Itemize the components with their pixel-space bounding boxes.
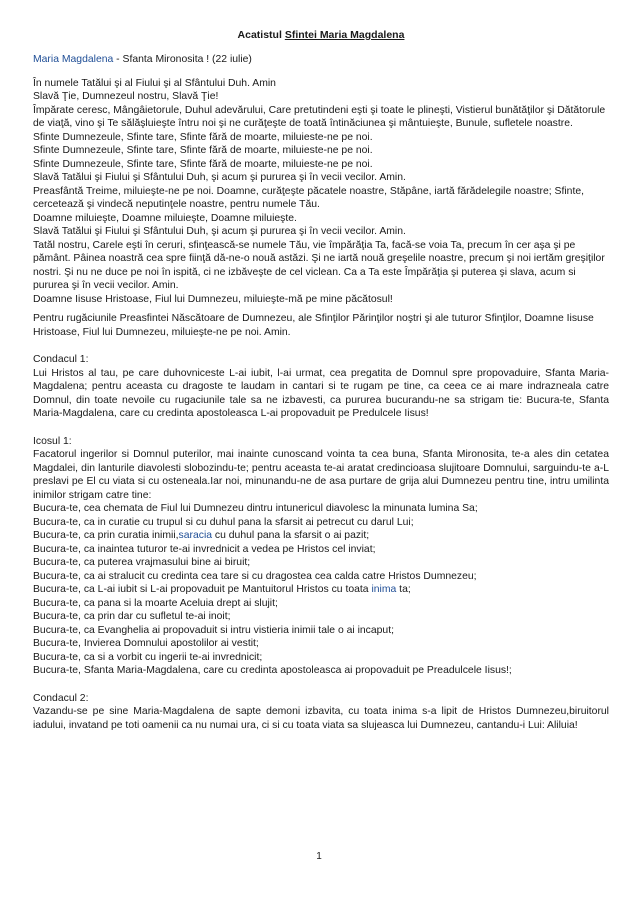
rejoice-line-start: Bucura-te, ca prin curatia inimii, (33, 530, 179, 541)
prayer-line: Doamne Iisuse Hristoase, Fiul lui Dumnezeu, miluieşte-mă pe mine păcătosul! (33, 293, 393, 305)
rejoice-line: Bucura-te, Invierea Domnului apostolilor ai vestit; (33, 638, 259, 649)
rejoice-line: Bucura-te, ca pana si la moarte Aceluia drept ai slujit; (33, 597, 278, 609)
highlighted-word: inima (371, 584, 397, 595)
prayer-line: Sfinte Dumnezeule, Sfinte tare, Sfinte fără de moarte, miluieste-ne pe noi. (33, 131, 373, 143)
subtitle-name: Maria Magdalena (33, 54, 114, 65)
icos-1-text: Facatorul ingerilor si Domnul puterilor, mai inainte cunoscand vointa ta cea buna, Sfanta Mironosita, te-a ales din cetatea Magdalei, din lanturile diavolesti slobozindu-te; pentru aceasta te-ai aratat credincioasa slujitoare Domnului, sarguindu-te a-L preslavi pe El cu viata si cu osteneala.Iar noi, minunandu-ne de asa purtare de grija alui Dumnezeu pentru tine, intru umilinta inimilor strigam catre tine: (33, 449, 609, 501)
prayer-line: Slavă Tatălui şi Fiului şi Sfântului Duh, şi acum şi pururea şi în vecii vecilor. Amin. (33, 172, 406, 183)
rejoice-line: Bucura-te, Sfanta Maria-Magdalena, care cu credinta apostoleasca ai propovaduit pe Preadulcele Iisus!; (33, 665, 512, 676)
rejoice-line: Bucura-te, ca inaintea tuturor te-ai invrednicit a vedea pe Hristos cel inviat; (33, 543, 376, 555)
title-name: Sfintei Maria Magdalena (284, 29, 405, 41)
prayer-line: Sfinte Dumnezeule, Sfinte tare, Sfinte fără de moarte, miluieste-ne pe noi. (33, 158, 373, 170)
condac-1-heading: Condacul 1: (33, 354, 89, 365)
rejoice-line: Bucura-te, ca ai stralucit cu credinta cea tare si cu dragostea cea calda catre Hristos Dumnezeu; (33, 570, 477, 582)
prayer-line: Doamne miluieşte, Doamne miluieşte, Doamne miluieşte. (33, 212, 297, 224)
highlighted-word: saracia (178, 530, 213, 541)
prayer-line: Preasfântă Treime, miluieşte-ne pe noi. Doamne, curăţeşte păcatele noastre, Stăpâne, iartă fărădelegile noastre; Sfinte, cercetează şi vindecă neputinţele noastre, pentru numele Tău. (33, 185, 585, 210)
condac-2-section (33, 692, 609, 733)
icos-1-section (33, 435, 609, 678)
subtitle (33, 53, 609, 67)
subtitle-rest: - Sfanta Mironosita ! (22 iulie) (113, 54, 252, 65)
rejoice-line (33, 583, 609, 597)
rejoice-line: Bucura-te, ca puterea vrajmasului bine ai biruit; (33, 557, 251, 568)
condac-2-heading: Condacul 2: (33, 692, 89, 704)
condac-1-section (33, 353, 609, 421)
rejoice-line: Bucura-te, cea chemata de Fiul lui Dumnezeu dintru intunericul diavolesc la minunata lumina Sa; (33, 503, 478, 514)
document-page (33, 29, 609, 732)
rejoice-line (33, 529, 609, 543)
rejoice-line: Bucura-te, ca si a vorbit cu ingerii te-ai invrednicit; (33, 651, 263, 663)
rejoice-line: Bucura-te, ca Evanghelia ai propovaduit si intru vistieria inimii tale o ai incaput; (33, 624, 394, 636)
prayer-line: Împărate ceresc, Mângâietorule, Duhul adevărului, Care pretutindeni eşti şi toate le plineşti, Vistierul bunătăţilor şi Dătătorule de viaţă, vino şi Te sălăşluieşte întru noi şi ne curăţeşte de toată întinăciunea şi mântuieşte, Bunule, sufletele noastre. (33, 104, 606, 129)
document-title (33, 29, 609, 41)
prayer-line: Tatăl nostru, Carele eşti în ceruri, sfinţească-se numele Tău, vie împărăţia Ta, facă-se voia Ta, precum în cer aşa şi pe pământ. Pâinea noastră cea spre fiinţă dă-ne-o nouă astăzi. Şi ne iartă nouă greşelile noastre, precum şi noi iertăm greşiţilor nostri. Şi nu ne duce pe noi în ispită, ci ne izbăveşte de cel viclean. Ca a Ta este Împărăţia şi puterea şi slava, acum si pururea şi în vecii vecilor. Amin. (33, 239, 605, 291)
rejoice-line-end: cu duhul pana la sfarsit o ai pazit; (212, 530, 370, 541)
condac-2-text: Vazandu-se pe sine Maria-Magdalena de sapte demoni izbavita, cu toata inima s-a lipit de Hristos Dumnezeu,biruitorul iadului, invatand pe toti oamenii ca nu numai ura, ci si cu toata viata sa slujeasca lui Dumnezeu, cantandu-i Lui: Aliluia! (33, 706, 609, 731)
page-number: 1 (316, 851, 322, 862)
title-prefix: Acatistul (237, 29, 285, 41)
prayer-line: Slavă Ţie, Dumnezeul nostru, Slavă Ţie! (33, 91, 219, 102)
rejoice-line: Bucura-te, ca in curatie cu trupul si cu duhul pana la sfarsit ai petrecut cu darul Lui; (33, 516, 414, 528)
rejoice-line-start: Bucura-te, ca L-ai iubit si L-ai propovaduit pe Mantuitorul Hristos cu toata (33, 584, 372, 595)
rejoice-line-end: ta; (396, 584, 411, 595)
opening-prayers (33, 77, 609, 307)
rejoice-line: Bucura-te, ca prin dar cu sufletul te-ai inoit; (33, 611, 231, 622)
icos-1-heading: Icosul 1: (33, 435, 72, 447)
prayer-line: În numele Tatălui şi al Fiului şi al Sfântului Duh. Amin (33, 77, 276, 89)
intercession-prayer: Pentru rugăciunile Preasfintei Născătoare de Dumnezeu, ale Sfinţilor Părinţilor noştri şi ale tuturor Sfinţilor, Doamne Iisuse Hristoase, Fiul lui Dumnezeu, miluieşte-ne pe noi. Amin. (33, 313, 594, 338)
prayer-line: Slavă Tatălui şi Fiului şi Sfântului Duh, şi acum şi pururea şi în vecii vecilor. Amin. (33, 226, 406, 237)
condac-1-text: Lui Hristos al tau, pe care duhovniceste L-ai iubit, l-ai urmat, cea pregatita de Domnul spre propovaduire, Sfanta Maria-Magdalena; pentru aceasta cu dragoste te laudam in cantari si te rugam pe tine, ca ceea ce ai mare indrazneala catre Domnul, din toate nevoile cu rugaciunile tale sa ne izbavesti, ca pururea bucurandu-ne sa strigam tie: Bucura-te, Sfanta Maria-Magdalena, care cu credinta apostoleasca L-ai propovaduit pe Predulcele Iisus! (33, 367, 609, 419)
prayer-line: Sfinte Dumnezeule, Sfinte tare, Sfinte fără de moarte, miluieste-ne pe noi. (33, 145, 373, 156)
